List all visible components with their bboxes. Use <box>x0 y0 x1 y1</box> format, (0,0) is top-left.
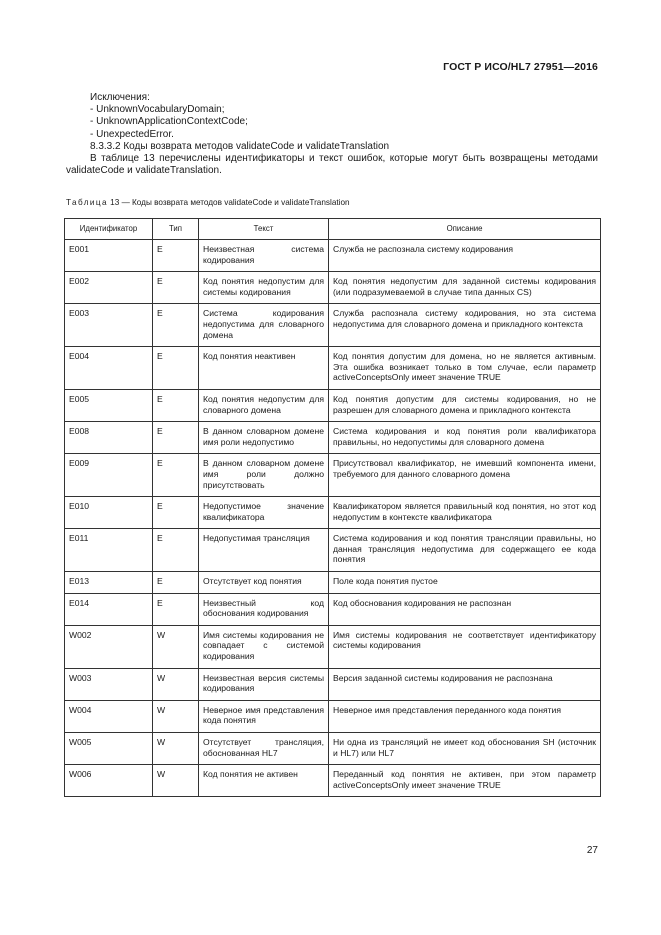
cell-text: Система кодирования недопустима для словарного домена <box>199 304 329 347</box>
cell-text: Код понятия неактивен <box>199 347 329 390</box>
cell-description: Код понятия допустим для системы кодирования, но не разрешен для словарного домена и прикладного контекста <box>329 389 601 421</box>
cell-text: Имя системы кодирования не совпадает с системой кодирования <box>199 625 329 668</box>
cell-description: Код понятия допустим для домена, но не является активным. Эта ошибка возникает только в том случае, если параметр activeConceptsOnly имеет значение TRUE <box>329 347 601 390</box>
cell-type: E <box>153 240 199 272</box>
table-caption-title: 13 — Коды возврата методов validateCode и validateTranslation <box>107 198 350 207</box>
cell-identifier: E011 <box>65 529 153 572</box>
cell-identifier: E001 <box>65 240 153 272</box>
section-heading: 8.3.3.2 Коды возврата методов validateCode и validateTranslation <box>90 140 390 152</box>
cell-identifier: E004 <box>65 347 153 390</box>
table-row <box>65 272 601 304</box>
table-row <box>65 422 601 454</box>
cell-identifier: W006 <box>65 765 153 797</box>
cell-text: Код понятия недопустим для словарного домена <box>199 389 329 421</box>
cell-identifier: W003 <box>65 668 153 700</box>
table-row <box>65 625 601 668</box>
cell-description: Служба распознала систему кодирования, но эта система недопустима для словарного домена и прикладного контекста <box>329 304 601 347</box>
table-body <box>65 240 601 797</box>
cell-description: Система кодирования и код понятия роли квалификатора правильны, но недопустимы для словарного домена <box>329 422 601 454</box>
cell-identifier: E008 <box>65 422 153 454</box>
cell-identifier: E014 <box>65 593 153 625</box>
intro-paragraph: В таблице 13 перечислены идентификаторы и текст ошибок, которые могут быть возвращены методами validateCode и validateTranslation. <box>66 153 598 177</box>
column-header-text: Текст <box>199 219 329 240</box>
cell-type: E <box>153 529 199 572</box>
cell-description: Неверное имя представления переданного кода понятия <box>329 700 601 732</box>
cell-description: Код понятия недопустим для заданной системы кодирования (или подразумеваемой в случае типа данных CS) <box>329 272 601 304</box>
cell-text: Отсутствует код понятия <box>199 572 329 594</box>
cell-text: В данном словарном домене имя роли должно присутствовать <box>199 454 329 497</box>
document-standard-header: ГОСТ Р ИСО/HL7 27951—2016 <box>443 61 598 73</box>
table-header-row <box>65 219 601 240</box>
cell-identifier: E013 <box>65 572 153 594</box>
exception-item: - UnknownVocabularyDomain; <box>90 104 225 116</box>
cell-text: Код понятия не активен <box>199 765 329 797</box>
cell-description: Переданный код понятия не активен, при этом параметр activeConceptsOnly имеет значение TRUE <box>329 765 601 797</box>
cell-description: Система кодирования и код понятия трансляции правильны, но данная трансляция недопустима для содержащего ее кода понятия <box>329 529 601 572</box>
cell-text: В данном словарном домене имя роли недопустимо <box>199 422 329 454</box>
cell-type: W <box>153 733 199 765</box>
cell-text: Неверное имя представления кода понятия <box>199 700 329 732</box>
cell-description: Код обоснования кодирования не распознан <box>329 593 601 625</box>
cell-type: E <box>153 422 199 454</box>
cell-type: E <box>153 389 199 421</box>
table-row <box>65 572 601 594</box>
cell-text: Неизвестный код обоснования кодирования <box>199 593 329 625</box>
table-row <box>65 347 601 390</box>
column-header-description: Описание <box>329 219 601 240</box>
cell-identifier: E003 <box>65 304 153 347</box>
cell-text: Неизвестная система кодирования <box>199 240 329 272</box>
column-header-type: Тип <box>153 219 199 240</box>
cell-text: Недопустимое значение квалификатора <box>199 497 329 529</box>
cell-identifier: W004 <box>65 700 153 732</box>
cell-type: E <box>153 454 199 497</box>
cell-type: E <box>153 572 199 594</box>
table-row <box>65 668 601 700</box>
table-row <box>65 593 601 625</box>
cell-description: Поле кода понятия пустое <box>329 572 601 594</box>
cell-type: W <box>153 625 199 668</box>
cell-identifier: W005 <box>65 733 153 765</box>
return-codes-table <box>64 218 601 797</box>
table-row <box>65 389 601 421</box>
cell-text: Код понятия недопустим для системы кодирования <box>199 272 329 304</box>
table-row <box>65 529 601 572</box>
cell-text: Недопустимая трансляция <box>199 529 329 572</box>
exceptions-label: Исключения: <box>90 92 150 103</box>
cell-identifier: E002 <box>65 272 153 304</box>
cell-identifier: E010 <box>65 497 153 529</box>
cell-description: Версия заданной системы кодирования не распознана <box>329 668 601 700</box>
cell-description: Присутствовал квалификатор, не имевший компонента имени, требуемого для данного словарного домена <box>329 454 601 497</box>
table-row <box>65 733 601 765</box>
cell-description: Имя системы кодирования не соответствует идентификатору системы кодирования <box>329 625 601 668</box>
cell-type: E <box>153 304 199 347</box>
cell-text: Неизвестная версия системы кодирования <box>199 668 329 700</box>
table-caption-prefix: Таблица <box>66 198 108 207</box>
cell-identifier: E009 <box>65 454 153 497</box>
exception-item: - UnexpectedError. <box>90 128 174 140</box>
cell-text: Отсутствует трансляция, обоснованная HL7 <box>199 733 329 765</box>
cell-type: W <box>153 700 199 732</box>
table-row <box>65 454 601 497</box>
table-row <box>65 700 601 732</box>
exception-item: - UnknownApplicationContextCode; <box>90 116 248 128</box>
cell-type: E <box>153 593 199 625</box>
column-header-identifier: Идентификатор <box>65 219 153 240</box>
cell-type: E <box>153 497 199 529</box>
cell-type: W <box>153 765 199 797</box>
cell-description: Квалификатором является правильный код понятия, но этот код недопустим в контексте квалификатора <box>329 497 601 529</box>
cell-identifier: E005 <box>65 389 153 421</box>
cell-description: Ни одна из трансляций не имеет код обоснования SH (источник и HL7) или HL7 <box>329 733 601 765</box>
table-caption <box>66 198 350 207</box>
table-row <box>65 240 601 272</box>
table-row <box>65 765 601 797</box>
table-row <box>65 304 601 347</box>
cell-type: E <box>153 272 199 304</box>
table-row <box>65 497 601 529</box>
page-number: 27 <box>586 845 598 856</box>
cell-type: W <box>153 668 199 700</box>
cell-description: Служба не распознала систему кодирования <box>329 240 601 272</box>
intro-section <box>66 92 598 177</box>
cell-type: E <box>153 347 199 390</box>
cell-identifier: W002 <box>65 625 153 668</box>
